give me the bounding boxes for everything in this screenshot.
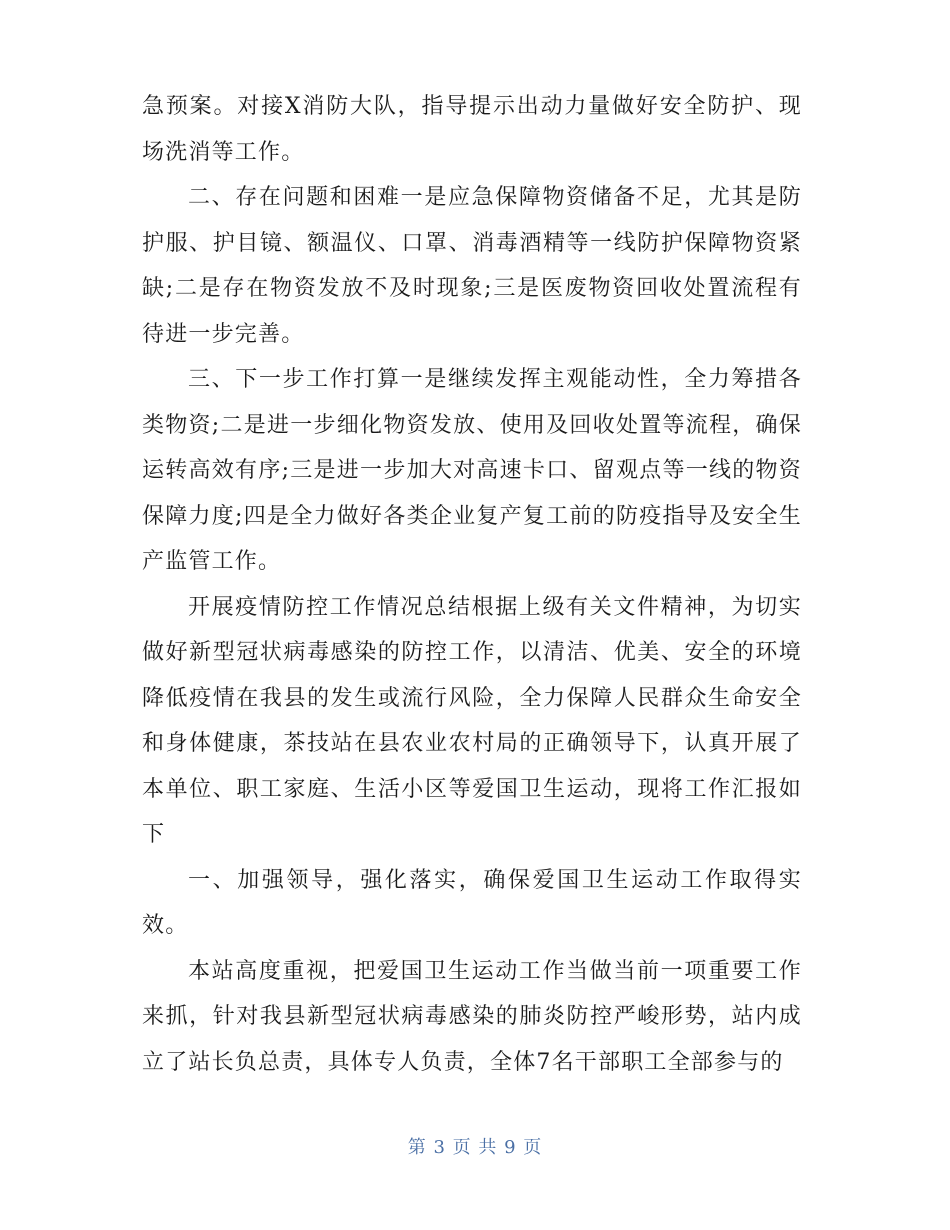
paragraph-4: 开展疫情防控工作情况总结根据上级有关文件精神，为切实做好新型冠状病毒感染的防控工作，以清洁、优美、安全的环境降低疫情在我县的发生或流行风险，全力保障人民群众生命安全和身体健康，茶技站在县农业农村局的正确领导下，认真开展了本单位、职工家庭、生活小区等爱国卫生运动，现将工作汇报如下 bbox=[142, 594, 802, 847]
page-footer: 第 3 页 共 9 页 bbox=[407, 1137, 543, 1158]
paragraph-6: 本站高度重视，把爱国卫生运动工作当做当前一项重要工作来抓，针对我县新型冠状病毒感染的肺炎防控严峻形势，站内成立了站长负总责，具体专人负责，全体7名干部职工全部参与的 bbox=[142, 958, 802, 1075]
document-body bbox=[142, 84, 802, 1085]
paragraph-5: 一、加强领导，强化落实，确保爱国卫生运动工作取得实效。 bbox=[142, 867, 802, 938]
paragraph-1: 急预案。对接X消防大队，指导提示出动力量做好安全防护、现场洗消等工作。 bbox=[142, 94, 802, 165]
paragraph-2: 二、存在问题和困难一是应急保障物资储备不足，尤其是防护服、护目镜、额温仪、口罩、消毒酒精等一线防护保障物资紧缺;二是存在物资发放不及时现象;三是医废物资回收处置流程有待进一步完善。 bbox=[142, 185, 802, 347]
paragraph-3: 三、下一步工作打算一是继续发挥主观能动性，全力筹措各类物资;二是进一步细化物资发放、使用及回收处置等流程，确保运转高效有序;三是进一步加大对高速卡口、留观点等一线的物资保障力度;四是全力做好各类企业复产复工前的防疫指导及安全生产监管工作。 bbox=[142, 367, 802, 574]
